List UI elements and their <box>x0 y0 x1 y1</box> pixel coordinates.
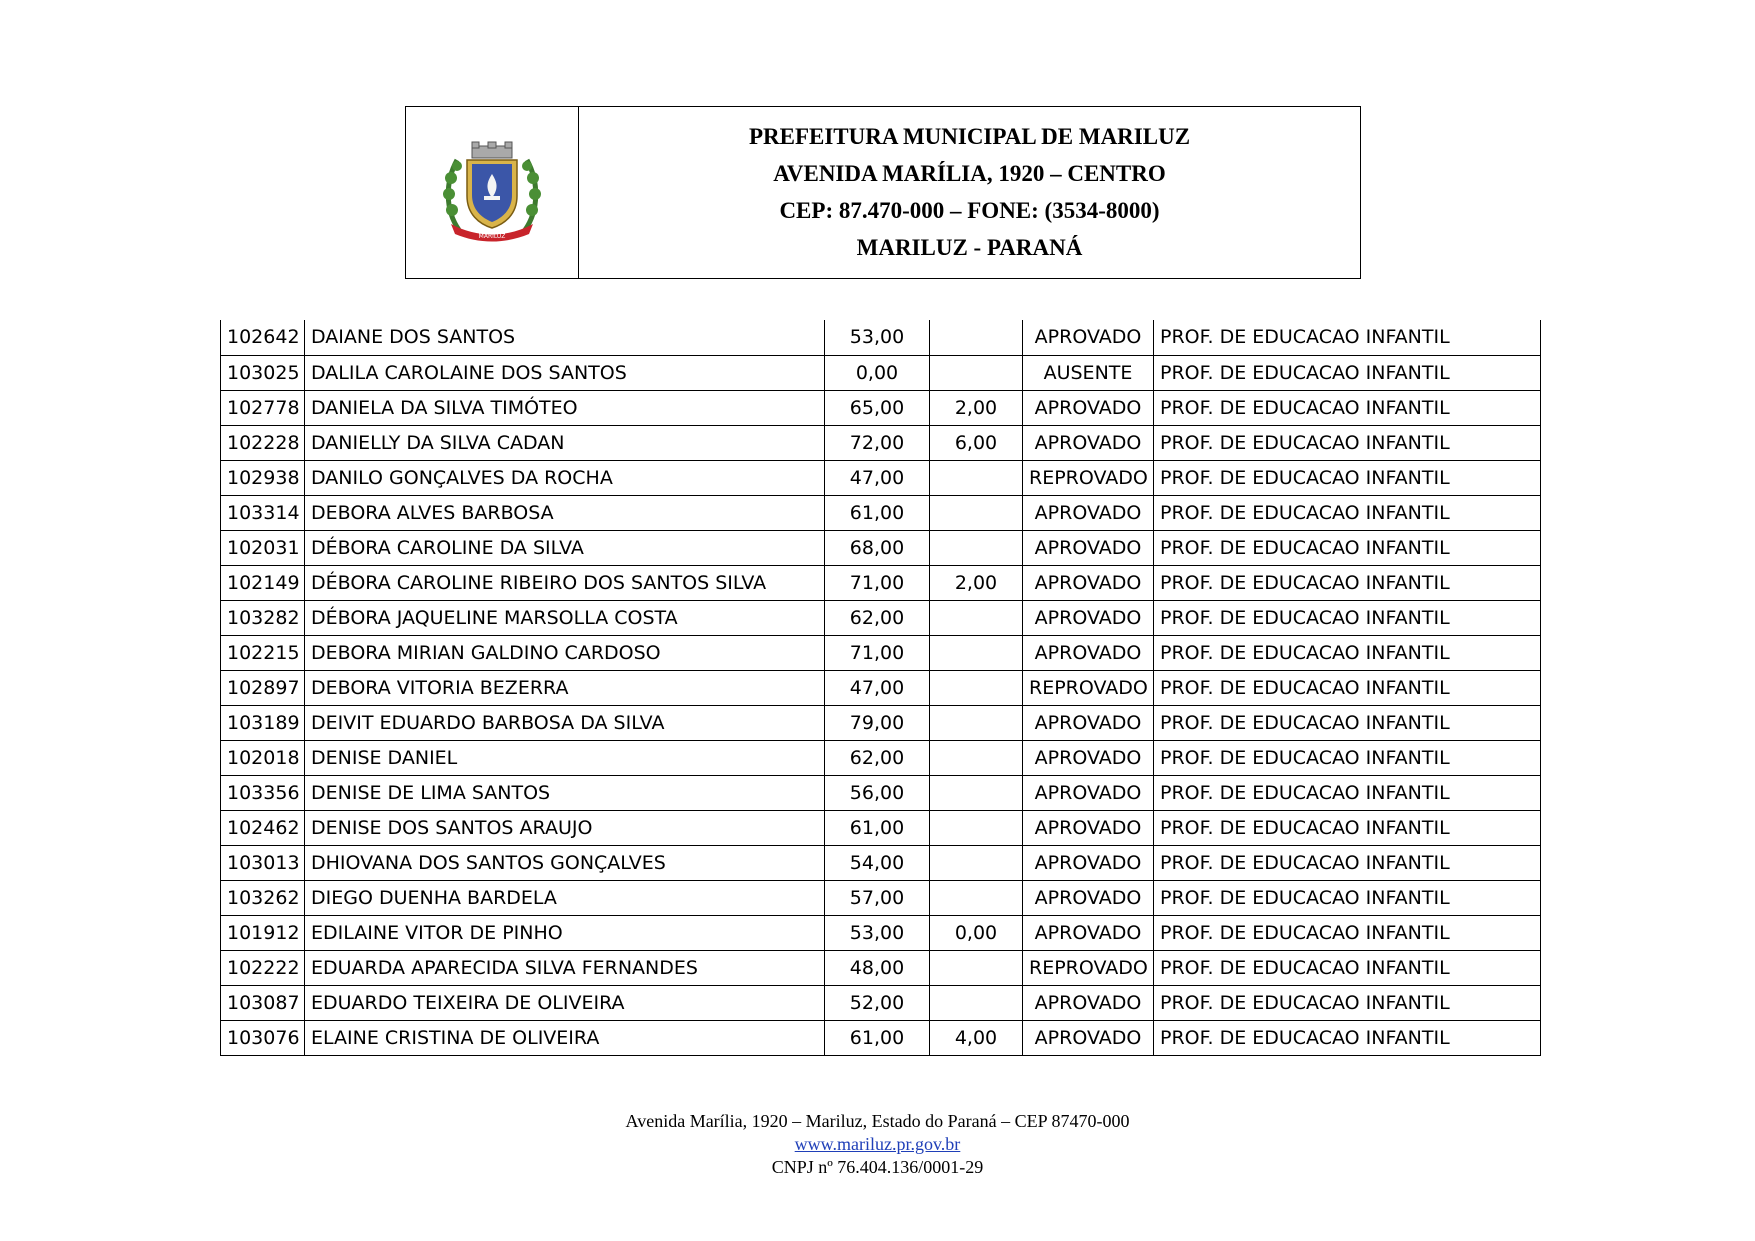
candidate-code: 102938 <box>221 460 305 495</box>
table-row <box>221 320 1541 355</box>
candidate-name: DENISE DE LIMA SANTOS <box>305 775 825 810</box>
table-row <box>221 740 1541 775</box>
candidate-code: 102897 <box>221 670 305 705</box>
candidate-bonus <box>930 600 1023 635</box>
candidate-role: PROF. DE EDUCACAO INFANTIL <box>1154 425 1541 460</box>
candidate-status: APROVADO <box>1023 705 1154 740</box>
candidate-code: 102149 <box>221 565 305 600</box>
results-table <box>220 320 1541 1056</box>
candidate-name: DÉBORA JAQUELINE MARSOLLA COSTA <box>305 600 825 635</box>
candidate-bonus <box>930 775 1023 810</box>
candidate-status: APROVADO <box>1023 320 1154 355</box>
candidate-name: DEIVIT EDUARDO BARBOSA DA SILVA <box>305 705 825 740</box>
candidate-status: APROVADO <box>1023 390 1154 425</box>
logo-cell <box>406 107 579 278</box>
table-row <box>221 1020 1541 1055</box>
candidate-score: 53,00 <box>825 320 930 355</box>
candidate-code: 102228 <box>221 425 305 460</box>
candidate-score: 72,00 <box>825 425 930 460</box>
candidate-code: 103087 <box>221 985 305 1020</box>
candidate-code: 102222 <box>221 950 305 985</box>
candidate-role: PROF. DE EDUCACAO INFANTIL <box>1154 565 1541 600</box>
candidate-role: PROF. DE EDUCACAO INFANTIL <box>1154 495 1541 530</box>
candidate-status: APROVADO <box>1023 425 1154 460</box>
candidate-name: DEBORA ALVES BARBOSA <box>305 495 825 530</box>
candidate-bonus <box>930 880 1023 915</box>
candidate-name: DENISE DOS SANTOS ARAUJO <box>305 810 825 845</box>
candidate-role: PROF. DE EDUCACAO INFANTIL <box>1154 320 1541 355</box>
candidate-score: 65,00 <box>825 390 930 425</box>
candidate-bonus <box>930 670 1023 705</box>
candidate-status: APROVADO <box>1023 565 1154 600</box>
candidate-role: PROF. DE EDUCACAO INFANTIL <box>1154 845 1541 880</box>
candidate-name: DAIANE DOS SANTOS <box>305 320 825 355</box>
footer-website-link[interactable]: www.mariluz.pr.gov.br <box>794 1134 961 1154</box>
candidate-score: 62,00 <box>825 600 930 635</box>
municipality-state: MARILUZ - PARANÁ <box>856 235 1083 260</box>
candidate-name: DEBORA VITORIA BEZERRA <box>305 670 825 705</box>
candidate-code: 103189 <box>221 705 305 740</box>
table-row <box>221 915 1541 950</box>
footer-address: Avenida Marília, 1920 – Mariluz, Estado do Paraná – CEP 87470-000 <box>625 1111 1130 1131</box>
table-row <box>221 635 1541 670</box>
candidate-status: APROVADO <box>1023 635 1154 670</box>
candidate-role: PROF. DE EDUCACAO INFANTIL <box>1154 460 1541 495</box>
svg-text:MARILUZ: MARILUZ <box>478 232 506 240</box>
candidate-role: PROF. DE EDUCACAO INFANTIL <box>1154 600 1541 635</box>
candidate-bonus: 4,00 <box>930 1020 1023 1055</box>
municipality-contact: CEP: 87.470-000 – FONE: (3534-8000) <box>779 198 1160 223</box>
candidate-role: PROF. DE EDUCACAO INFANTIL <box>1154 880 1541 915</box>
candidate-score: 52,00 <box>825 985 930 1020</box>
candidate-code: 101912 <box>221 915 305 950</box>
candidate-status: APROVADO <box>1023 1020 1154 1055</box>
table-row <box>221 425 1541 460</box>
candidate-code: 103314 <box>221 495 305 530</box>
candidate-status: AUSENTE <box>1023 355 1154 390</box>
municipality-address: AVENIDA MARÍLIA, 1920 – CENTRO <box>773 161 1166 186</box>
candidate-status: REPROVADO <box>1023 950 1154 985</box>
candidate-role: PROF. DE EDUCACAO INFANTIL <box>1154 915 1541 950</box>
candidate-status: APROVADO <box>1023 740 1154 775</box>
candidate-status: APROVADO <box>1023 810 1154 845</box>
candidate-score: 48,00 <box>825 950 930 985</box>
candidate-status: APROVADO <box>1023 775 1154 810</box>
candidate-bonus <box>930 320 1023 355</box>
candidate-name: DEBORA MIRIAN GALDINO CARDOSO <box>305 635 825 670</box>
candidate-score: 61,00 <box>825 495 930 530</box>
candidate-status: APROVADO <box>1023 600 1154 635</box>
table-row <box>221 355 1541 390</box>
candidate-score: 79,00 <box>825 705 930 740</box>
candidate-role: PROF. DE EDUCACAO INFANTIL <box>1154 775 1541 810</box>
candidate-status: REPROVADO <box>1023 670 1154 705</box>
footer-cnpj: CNPJ nº 76.404.136/0001-29 <box>771 1157 984 1177</box>
candidate-code: 102462 <box>221 810 305 845</box>
candidate-bonus <box>930 495 1023 530</box>
candidate-role: PROF. DE EDUCACAO INFANTIL <box>1154 950 1541 985</box>
table-row <box>221 530 1541 565</box>
candidate-score: 62,00 <box>825 740 930 775</box>
candidate-score: 61,00 <box>825 810 930 845</box>
candidate-status: APROVADO <box>1023 915 1154 950</box>
candidate-role: PROF. DE EDUCACAO INFANTIL <box>1154 635 1541 670</box>
candidate-bonus <box>930 740 1023 775</box>
candidate-status: APROVADO <box>1023 880 1154 915</box>
candidate-score: 61,00 <box>825 1020 930 1055</box>
candidate-name: ELAINE CRISTINA DE OLIVEIRA <box>305 1020 825 1055</box>
candidate-bonus <box>930 985 1023 1020</box>
table-row <box>221 495 1541 530</box>
table-row <box>221 390 1541 425</box>
candidate-role: PROF. DE EDUCACAO INFANTIL <box>1154 705 1541 740</box>
candidate-code: 103356 <box>221 775 305 810</box>
table-row <box>221 950 1541 985</box>
candidate-score: 71,00 <box>825 635 930 670</box>
candidate-role: PROF. DE EDUCACAO INFANTIL <box>1154 810 1541 845</box>
candidate-name: DÉBORA CAROLINE DA SILVA <box>305 530 825 565</box>
candidate-name: DENISE DANIEL <box>305 740 825 775</box>
candidate-status: REPROVADO <box>1023 460 1154 495</box>
candidate-status: APROVADO <box>1023 530 1154 565</box>
candidate-bonus <box>930 460 1023 495</box>
candidate-code: 102215 <box>221 635 305 670</box>
candidate-status: APROVADO <box>1023 495 1154 530</box>
table-row <box>221 565 1541 600</box>
table-row <box>221 775 1541 810</box>
candidate-bonus <box>930 950 1023 985</box>
candidate-name: DANILO GONÇALVES DA ROCHA <box>305 460 825 495</box>
candidate-bonus: 6,00 <box>930 425 1023 460</box>
candidate-score: 47,00 <box>825 670 930 705</box>
candidate-role: PROF. DE EDUCACAO INFANTIL <box>1154 530 1541 565</box>
candidate-role: PROF. DE EDUCACAO INFANTIL <box>1154 390 1541 425</box>
table-row <box>221 985 1541 1020</box>
candidate-bonus <box>930 355 1023 390</box>
coat-of-arms-icon <box>437 138 547 248</box>
candidate-name: DIEGO DUENHA BARDELA <box>305 880 825 915</box>
candidate-name: DANIELA DA SILVA TIMÓTEO <box>305 390 825 425</box>
candidate-name: EDILAINE VITOR DE PINHO <box>305 915 825 950</box>
table-row <box>221 810 1541 845</box>
candidate-code: 103013 <box>221 845 305 880</box>
table-row <box>221 600 1541 635</box>
table-row <box>221 670 1541 705</box>
candidate-code: 102018 <box>221 740 305 775</box>
candidate-bonus <box>930 810 1023 845</box>
candidate-code: 103282 <box>221 600 305 635</box>
candidate-code: 102778 <box>221 390 305 425</box>
candidate-bonus: 2,00 <box>930 565 1023 600</box>
candidate-status: APROVADO <box>1023 985 1154 1020</box>
results-table-body <box>221 320 1541 1055</box>
candidate-bonus: 2,00 <box>930 390 1023 425</box>
table-row <box>221 880 1541 915</box>
candidate-score: 0,00 <box>825 355 930 390</box>
candidate-score: 54,00 <box>825 845 930 880</box>
candidate-score: 56,00 <box>825 775 930 810</box>
municipality-name: PREFEITURA MUNICIPAL DE MARILUZ <box>748 124 1191 149</box>
candidate-bonus <box>930 845 1023 880</box>
candidate-name: DALILA CAROLAINE DOS SANTOS <box>305 355 825 390</box>
candidate-bonus <box>930 705 1023 740</box>
candidate-name: EDUARDA APARECIDA SILVA FERNANDES <box>305 950 825 985</box>
table-row <box>221 460 1541 495</box>
candidate-code: 103076 <box>221 1020 305 1055</box>
candidate-role: PROF. DE EDUCACAO INFANTIL <box>1154 985 1541 1020</box>
candidate-role: PROF. DE EDUCACAO INFANTIL <box>1154 355 1541 390</box>
candidate-score: 53,00 <box>825 915 930 950</box>
candidate-code: 103262 <box>221 880 305 915</box>
candidate-bonus <box>930 635 1023 670</box>
candidate-code: 102642 <box>221 320 305 355</box>
candidate-status: APROVADO <box>1023 845 1154 880</box>
candidate-code: 103025 <box>221 355 305 390</box>
letterhead <box>405 106 1361 279</box>
candidate-score: 57,00 <box>825 880 930 915</box>
candidate-name: DÉBORA CAROLINE RIBEIRO DOS SANTOS SILVA <box>305 565 825 600</box>
candidate-score: 47,00 <box>825 460 930 495</box>
candidate-role: PROF. DE EDUCACAO INFANTIL <box>1154 1020 1541 1055</box>
candidate-bonus: 0,00 <box>930 915 1023 950</box>
candidate-code: 102031 <box>221 530 305 565</box>
candidate-name: DHIOVANA DOS SANTOS GONÇALVES <box>305 845 825 880</box>
table-row <box>221 845 1541 880</box>
letterhead-text <box>579 107 1360 278</box>
candidate-name: EDUARDO TEIXEIRA DE OLIVEIRA <box>305 985 825 1020</box>
candidate-score: 68,00 <box>825 530 930 565</box>
candidate-role: PROF. DE EDUCACAO INFANTIL <box>1154 740 1541 775</box>
page-footer <box>0 1110 1755 1179</box>
table-row <box>221 705 1541 740</box>
candidate-name: DANIELLY DA SILVA CADAN <box>305 425 825 460</box>
candidate-bonus <box>930 530 1023 565</box>
candidate-role: PROF. DE EDUCACAO INFANTIL <box>1154 670 1541 705</box>
candidate-score: 71,00 <box>825 565 930 600</box>
